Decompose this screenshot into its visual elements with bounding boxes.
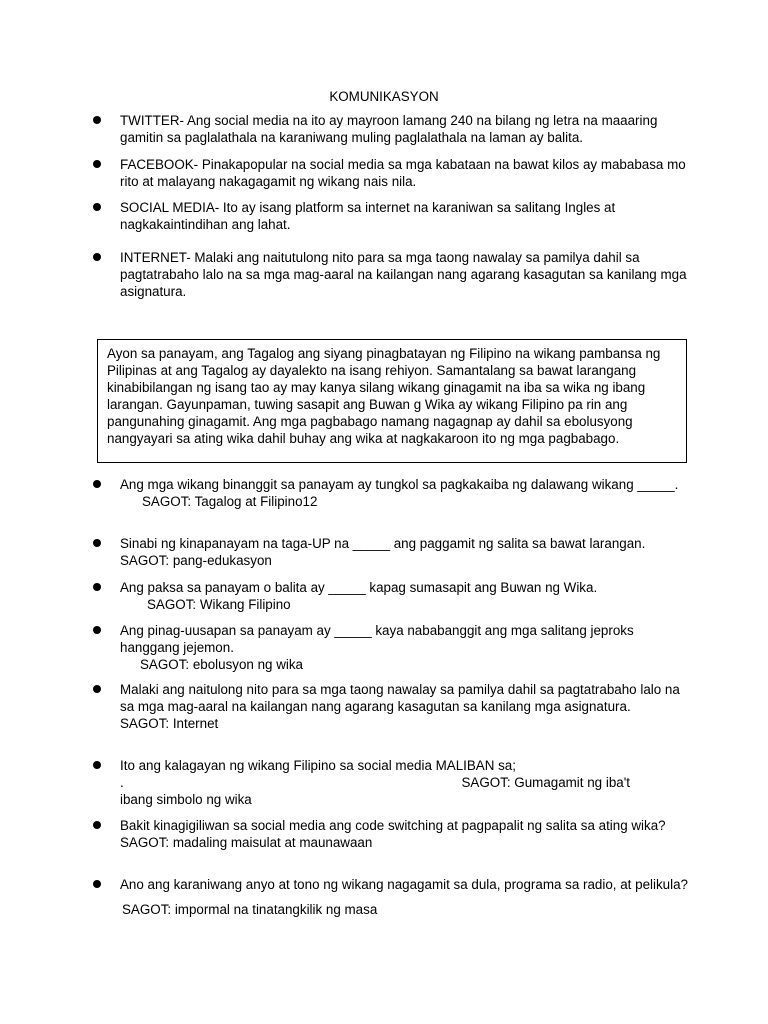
bullet-icon [93,626,101,634]
question-4 [120,622,690,673]
question-8 [120,876,690,918]
answer-text: SAGOT: madaling maisulat at maunawaan [120,835,373,850]
question-7 [120,817,690,851]
question-3 [120,579,690,613]
question-text: Ito ang kalagayan ng wikang Filipino sa social media MALIBAN sa; [120,758,516,773]
question-text: Ang paksa sa panayam o balita ay _____ kapag sumasapit ang Buwan ng Wika. [120,580,598,595]
question-text: Sinabi ng kinapanayam na taga-UP na _____ ang paggamit ng salita sa bawat larangan. [120,536,646,551]
bullet-icon [93,116,101,124]
bullet-icon [93,583,101,591]
answer-text: SAGOT: Internet [120,716,219,731]
answer-text: SAGOT: Wikang Filipino [147,597,291,612]
question-text: Bakit kinagigiliwan sa social media ang code switching at pagpapalit ng salita sa ating wika? [120,818,666,833]
passage-box [97,339,687,463]
answer-continuation-text: ibang simbolo ng wika [120,792,252,807]
definition-internet: INTERNET- Malaki ang naitutulong nito para sa mga taong nawalay sa pamilya dahil sa pagtatrabaho lalo na sa mga mag-aaral na kailangan nang agarang kasagutan sa kanilang mga asignatura. [120,250,687,299]
bullet-icon [93,539,101,547]
bullet-icon [93,880,101,888]
bullet-icon [93,480,101,488]
bullet-icon [93,821,101,829]
question-5 [120,681,690,732]
dot-text: . [120,775,124,790]
question-text: Ang mga wikang binanggit sa panayam ay tungkol sa pagkakaiba ng dalawang wikang _____. [120,477,679,492]
page-title: KOMUNIKASYON [329,89,439,104]
answer-text: SAGOT: pang-edukasyon [120,553,272,568]
bullet-icon [93,685,101,693]
answer-text: SAGOT: Gumagamit ng iba't [461,775,630,790]
definition-twitter: TWITTER- Ang social media na ito ay mayroon lamang 240 na bilang ng letra na maaaring gamitin sa paglalathala na karaniwang muling paglalathala na laman ay balita. [120,113,658,145]
question-1 [120,476,690,510]
bullet-icon [93,160,101,168]
answer-text: SAGOT: impormal na tinatangkilik ng masa [122,902,378,917]
question-text: Ang pinag-uusapan sa panayam ay _____ kaya nababanggit ang mga salitang jeproks hanggang jejemon. [120,623,634,655]
bullet-icon [93,761,101,769]
question-text: Malaki ang naitulong nito para sa mga taong nawalay sa pamilya dahil sa pagtatrabaho lalo na sa mga mag-aaral na kailangan nang agarang kasagutan sa kanilang mga asignatura. [120,682,680,714]
passage-text: Ayon sa panayam, ang Tagalog ang siyang pinagbatayan ng Filipino na wikang pambansa ng Pilipinas at ang Tagalog ay dayalekto na isang rehiyon. Samantalang sa bawat larangang kinabibilangan ng isang tao ay may kanya silang wikang ginagamit na iba sa wika ng ibang larangan. Gayunpaman, tuwing sasapit ang Buwan g Wika ay wikang Filipino pa rin ang pangunahing ginagamit. Ang mga pagbabago namang nagagnap ay dahil sa ebolusyong nangyayari sa ating wika dahil buhay ang wika at nagkakaroon ito ng mga pagbabago. [107,346,661,446]
answer-text: SAGOT: Tagalog at Filipino12 [142,494,318,509]
definition-facebook: FACEBOOK- Pinakapopular na social media sa mga kabataan na bawat kilos ay mababasa mo rito at malayang nakagagamit ng wikang nais nila. [120,157,686,189]
question-text: Ano ang karaniwang anyo at tono ng wikang nagagamit sa dula, programa sa radio, at pelikula? [120,877,688,892]
bullet-icon [93,203,101,211]
bullet-icon [93,253,101,261]
answer-text: SAGOT: ebolusyon ng wika [140,657,304,672]
question-6 [120,757,690,808]
question-2 [120,535,690,569]
definition-social-media: SOCIAL MEDIA- Ito ay isang platform sa internet na karaniwan sa salitang Ingles at nagkakaintindihan ang lahat. [120,200,616,232]
